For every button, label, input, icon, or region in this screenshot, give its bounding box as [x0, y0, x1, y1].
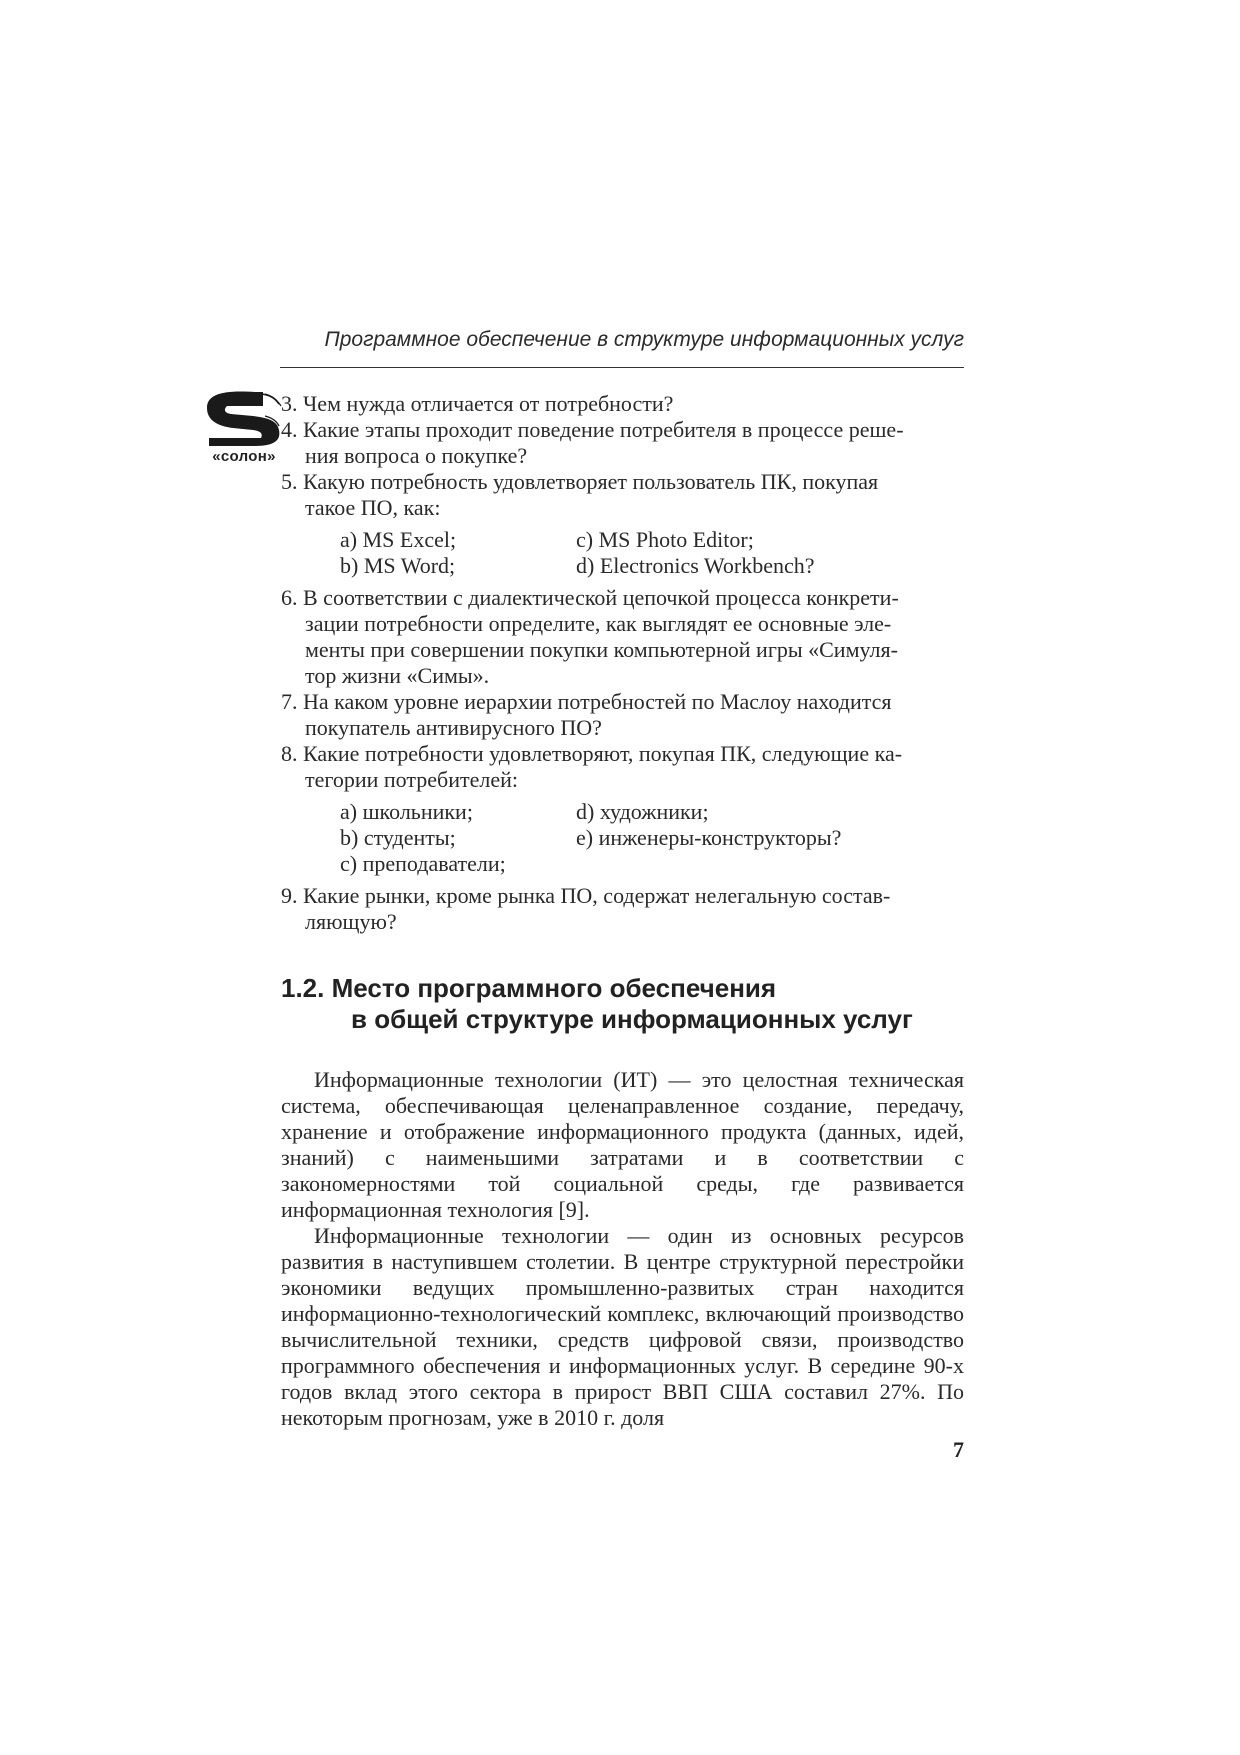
- option: c) MS Photo Editor;: [576, 527, 754, 552]
- option: e) инженеры-конструкторы?: [576, 825, 842, 850]
- option: a) школьники;: [340, 799, 473, 824]
- option: b) студенты;: [340, 825, 456, 850]
- question-7: 7. На каком уровне иерархии потребностей по Маслоу находится покупатель антивирусного ПО?: [281, 689, 892, 740]
- question-5: 5. Какую потребность удовлетворяет пользователь ПК, покупая такое ПО, как:: [281, 469, 879, 520]
- running-head: Программное обеспечение в структуре информационных услуг: [324, 328, 964, 351]
- question-8: 8. Какие потребности удовлетворяют, покупая ПК, следующие ка- тегории потребителей:: [281, 741, 903, 792]
- question-3: 3. Чем нужда отличается от потребности?: [281, 391, 674, 416]
- paragraph-2: Информационные технологии — один из основных ресурсов развития в наступившем столетии. В центре структурной перестройки экономики ведущих промышленно-развитых стран находится информационно-технологический комплекс, включающий производство вычислительной техники, средств цифровой связи, производство программного обеспечения и информационных услуг. В середине 90-х годов вклад этого сектора в прирост ВВП США составил 27%. По некоторым прогнозам, уже в 2010 г. доля: [281, 1223, 964, 1430]
- section-heading: 1.2. Место программного обеспечения в общей структуре информационных услуг: [281, 973, 913, 1034]
- logo-text: «солон»: [212, 448, 276, 465]
- question-4: 4. Какие этапы проходит поведение потребителя в процессе реше- ния вопроса о покупке?: [281, 417, 904, 468]
- option: c) преподаватели;: [340, 851, 506, 876]
- paragraph-1: Информационные технологии (ИТ) — это целостная техническая система, обеспечивающая целенаправленное создание, передачу, хранение и отображение информационного продукта (данных, идей, знаний) с наименьшими затратами и в соответствии с закономерностями той социальной среды, где развивается информационная технология [9].: [281, 1067, 964, 1222]
- question-9: 9. Какие рынки, кроме рынка ПО, содержат нелегальную состав- ляющую?: [281, 883, 891, 934]
- question-6: 6. В соответствии с диалектической цепочкой процесса конкрети- зации потребности определите, как выглядят ее основные эле- менты при совершении покупки компьютерной игры «Симуля- тор жизни «Симы».: [281, 585, 899, 688]
- page-content: [281, 391, 964, 1431]
- option: b) MS Word;: [340, 553, 456, 578]
- header-rule: [280, 367, 964, 368]
- question-5-options: [340, 527, 964, 579]
- page-number: 7: [953, 1437, 964, 1462]
- option: a) MS Excel;: [340, 527, 457, 552]
- option: d) художники;: [576, 799, 709, 824]
- option: [576, 851, 996, 877]
- option: d) Electronics Workbench?: [576, 553, 815, 578]
- question-8-options: [340, 799, 964, 877]
